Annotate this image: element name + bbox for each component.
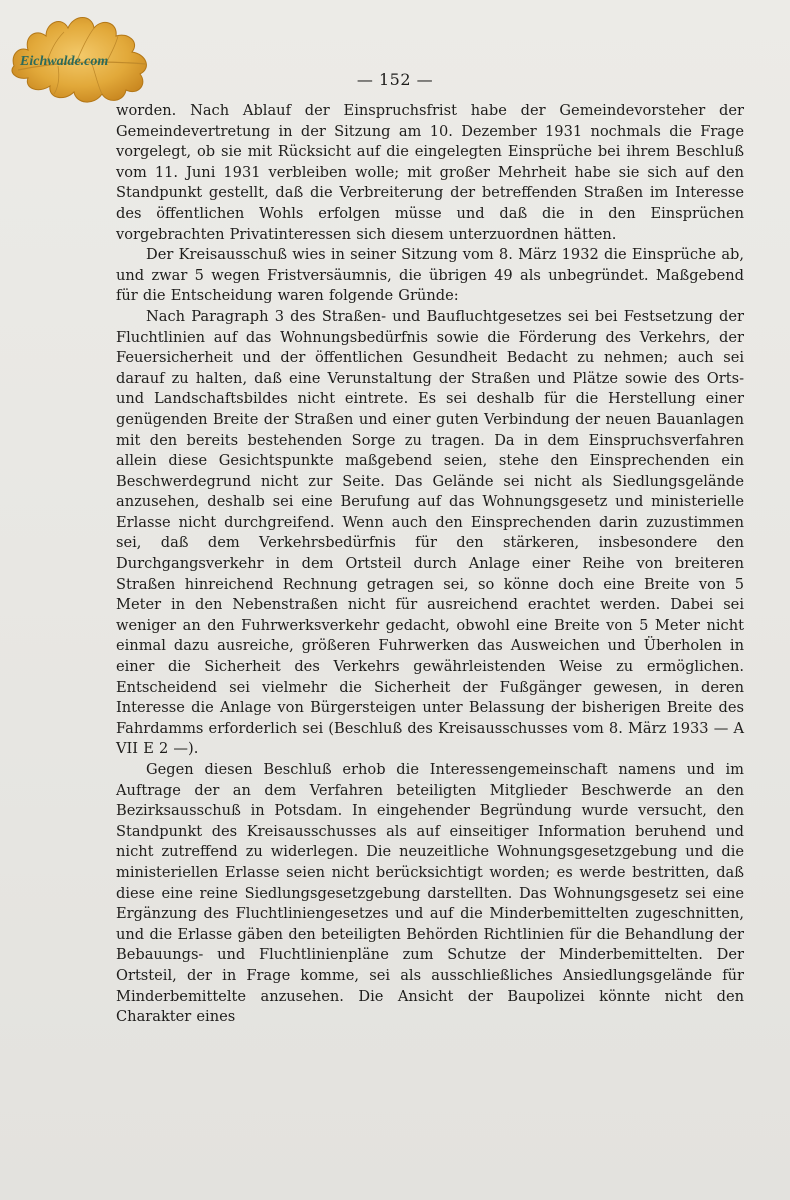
paragraph: Der Kreisausschuß wies in seiner Sitzung vom 8. März 1932 die Einsprüche ab, und zwar 5 wegen Fristversäumnis, die übrigen 49 als unbegründet. Maßgebend für die Entscheidung waren folgende Gründe:	[116, 246, 744, 305]
paragraph: Nach Paragraph 3 des Straßen- und Baufluchtgesetzes sei bei Festsetzung der Fluchtlinien auf das Wohnungsbedürfnis sowie die Förderung des Verkehrs, der Feuersicherheit und der öffentlichen Gesundheit Bedacht zu nehmen; auch sei darauf zu halten, daß eine Verunstaltung der Straßen und Plätze sowie des Orts- und Landschaftsbildes nicht eintrete. Es sei deshalb für die Herstellung einer genügenden Breite der Straßen und einer guten Verbindung der neuen Bauanlagen mit den bereits bestehenden Sorge zu tragen. Da in dem Einspruchsverfahren allein diese Gesichtspunkte maßgebend seien, stehe den Einsprechenden ein Beschwerdegrund nicht zur Seite. Das Gelände sei nicht als Siedlungsgelände anzusehen, deshalb sei eine Berufung auf das Wohnungsgesetz und ministerielle Erlasse nicht durchgreifend. Wenn auch den Einsprechenden darin zuzustimmen sei, daß dem Verkehrsbedürfnis für den stärkeren, insbesondere den Durchgangsverkehr in dem Ortsteil durch Anlage einer Reihe von breiteren Straßen hinreichend Rechnung getragen sei, so könne doch eine Breite von 5 Meter in den Nebenstraßen nicht für ausreichend erachtet werden. Dabei sei weniger an den Fuhrwerksverkehr gedacht, obwohl eine Breite von 5 Meter nicht einmal dazu ausreiche, größeren Fuhrwerken das Ausweichen und Überholen in einer die Sicherheit des Verkehrs gewährleistenden Weise zu ermöglichen. Entscheidend sei vielmehr die Sicherheit der Fußgänger gewesen, in deren Interesse die Anlage von Bürgersteigen unter Belassung der bisherigen Breite des Fahrdamms erforderlich sei (Beschluß des Kreisausschusses vom 8. März 1933 — A VII E 2 —).	[116, 307, 744, 758]
eichwalde-oak-leaf-logo	[6, 6, 156, 110]
body-text	[116, 101, 744, 1028]
paragraph: Gegen diesen Beschluß erhob die Interessengemeinschaft namens und im Auftrage der an dem Verfahren beteiligten Mitglieder Beschwerde an den Bezirksausschuß in Potsdam. In eingehender Begründung wurde versucht, den Standpunkt des Kreisausschusses als auf einseitiger Information beruhend und nicht zutreffend zu widerlegen. Die neuzeitliche Wohnungsgesetzgebung und die ministeriellen Erlasse seien nicht berücksichtigt worden; es werde bestritten, daß diese eine reine Siedlungsgesetzgebung darstellten. Das Wohnungsgesetz sei eine Ergänzung des Fluchtliniengesetzes und auf die Minderbemittelten zugeschnitten, und die Erlasse gäben den beteiligten Behörden Richtlinien für die Behandlung der Bebauungs- und Fluchtlinienpläne zum Schutze der Minderbemittelten. Der Ortsteil, der in Frage komme, sei als ausschließliches Ansiedlungsgelände für Minderbemittelte anzusehen. Die Ansicht der Baupolizei könnte nicht den Charakter eines	[116, 761, 744, 1026]
logo-text: Eichwalde.com	[20, 54, 109, 69]
page-number: — 152 —	[356, 70, 434, 89]
paragraph: worden. Nach Ablauf der Einspruchsfrist habe der Gemeindevorsteher der Gemeindevertretung in der Sitzung am 10. Dezember 1931 nochmals die Frage vorgelegt, ob sie mit Rücksicht auf die eingelegten Einsprüche bei ihrem Beschluß vom 11. Juni 1931 verbleiben wolle; mit großer Mehrheit habe sie sich auf den Standpunkt gestellt, daß die Verbreiterung der betreffenden Straßen im Interesse des öffentlichen Wohls erfolgen müsse und daß die in den Einsprüchen vorgebrachten Privatinteressen sich diesem unterzuordnen hätten.	[116, 102, 744, 243]
